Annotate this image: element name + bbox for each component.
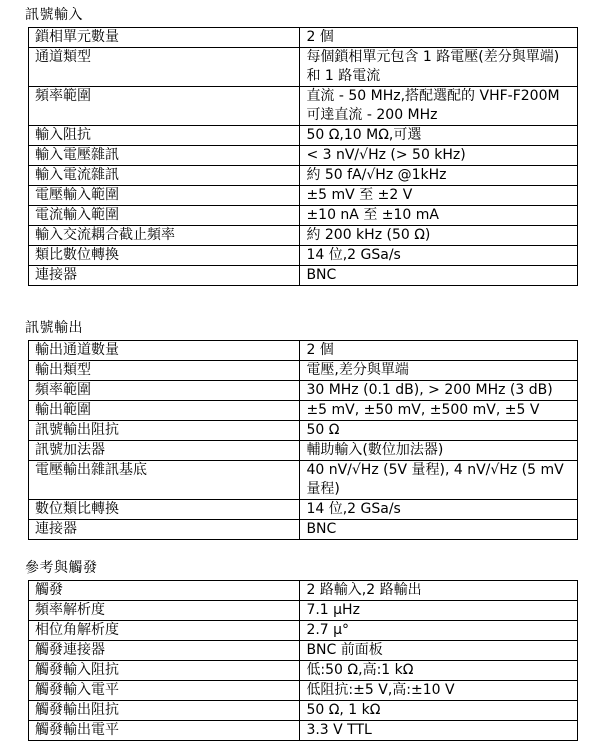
spec-value: BNC xyxy=(300,520,578,540)
table-row xyxy=(29,166,578,186)
spec-value: 2 路輸入,2 路輸出 xyxy=(300,581,578,601)
spec-value: 每個鎖相單元包含 1 路電壓(差分與單端)和 1 路電流 xyxy=(300,48,578,87)
table-row xyxy=(29,701,578,721)
table-row xyxy=(29,126,578,146)
section-signal-input xyxy=(25,8,604,286)
table-row xyxy=(29,421,578,441)
table-row xyxy=(29,266,578,286)
spec-value: 約 200 kHz (50 Ω) xyxy=(300,226,578,246)
table-row xyxy=(29,146,578,166)
spec-label: 輸入電壓雜訊 xyxy=(29,146,300,166)
spec-value: 40 nV/√Hz (5V 量程), 4 nV/√Hz (5 mV 量程) xyxy=(300,461,578,500)
spec-label: 輸出通道數量 xyxy=(29,341,300,361)
spec-value: 14 位,2 GSa/s xyxy=(300,246,578,266)
spec-label: 頻率範圍 xyxy=(29,381,300,401)
spec-table-reference-trigger xyxy=(28,580,578,741)
table-row xyxy=(29,681,578,701)
table-row xyxy=(29,721,578,741)
table-row xyxy=(29,361,578,381)
spec-label: 觸發輸出阻抗 xyxy=(29,701,300,721)
table-row xyxy=(29,520,578,540)
spec-label: 頻率範圍 xyxy=(29,87,300,126)
section-title: 參考與觸發 xyxy=(25,560,98,576)
spec-label: 輸入交流耦合截止頻率 xyxy=(29,226,300,246)
spec-value: 50 Ω xyxy=(300,421,578,441)
table-row xyxy=(29,87,578,126)
spec-value: 低阻抗:±5 V,高:±10 V xyxy=(300,681,578,701)
spec-value: BNC 前面板 xyxy=(300,641,578,661)
section-reference-trigger xyxy=(25,561,604,741)
spec-value: 2 個 xyxy=(300,341,578,361)
spec-value: 電壓,差分與單端 xyxy=(300,361,578,381)
spec-value: 30 MHz (0.1 dB), > 200 MHz (3 dB) xyxy=(300,381,578,401)
spec-label: 觸發 xyxy=(29,581,300,601)
table-row xyxy=(29,246,578,266)
spec-label: 觸發輸入阻抗 xyxy=(29,661,300,681)
spec-label: 電壓輸出雜訊基底 xyxy=(29,461,300,500)
spec-label: 電壓輸入範圍 xyxy=(29,186,300,206)
spec-table-signal-output xyxy=(28,340,578,540)
spec-value: 50 Ω,10 MΩ,可選 xyxy=(300,126,578,146)
spec-value: 2.7 μ° xyxy=(300,621,578,641)
table-row xyxy=(29,581,578,601)
spec-value: 7.1 μHz xyxy=(300,601,578,621)
spec-value: BNC xyxy=(300,266,578,286)
spec-value: 50 Ω, 1 kΩ xyxy=(300,701,578,721)
spec-label: 相位角解析度 xyxy=(29,621,300,641)
spec-label: 頻率解析度 xyxy=(29,601,300,621)
table-row xyxy=(29,661,578,681)
spec-label: 鎖相單元數量 xyxy=(29,28,300,48)
section-signal-output xyxy=(25,321,604,540)
spec-label: 輸入電流雜訊 xyxy=(29,166,300,186)
spec-value: ±5 mV 至 ±2 V xyxy=(300,186,578,206)
table-row xyxy=(29,186,578,206)
spec-label: 電流輸入範圍 xyxy=(29,206,300,226)
spec-table-signal-input xyxy=(28,27,578,286)
spec-value: 約 50 fA/√Hz @1kHz xyxy=(300,166,578,186)
spec-label: 連接器 xyxy=(29,520,300,540)
spec-value: 低:50 Ω,高:1 kΩ xyxy=(300,661,578,681)
spec-label: 觸發輸入電平 xyxy=(29,681,300,701)
spec-label: 訊號輸出阻抗 xyxy=(29,421,300,441)
table-row xyxy=(29,381,578,401)
spec-value: 輔助輸入(數位加法器) xyxy=(300,441,578,461)
spec-label: 通道類型 xyxy=(29,48,300,87)
table-row xyxy=(29,226,578,246)
table-row xyxy=(29,461,578,500)
table-row xyxy=(29,601,578,621)
spec-value: ±10 nA 至 ±10 mA xyxy=(300,206,578,226)
spec-value: < 3 nV/√Hz (> 50 kHz) xyxy=(300,146,578,166)
spec-label: 連接器 xyxy=(29,266,300,286)
table-row xyxy=(29,441,578,461)
spec-label: 訊號加法器 xyxy=(29,441,300,461)
table-row xyxy=(29,500,578,520)
section-title: 訊號輸入 xyxy=(25,7,83,23)
spec-value: 直流 - 50 MHz,搭配選配的 VHF-F200M 可達直流 - 200 MHz xyxy=(300,87,578,126)
table-row xyxy=(29,401,578,421)
spec-label: 觸發連接器 xyxy=(29,641,300,661)
table-row xyxy=(29,341,578,361)
spec-label: 類比數位轉換 xyxy=(29,246,300,266)
spec-label: 觸發輸出電平 xyxy=(29,721,300,741)
spec-value: ±5 mV, ±50 mV, ±500 mV, ±5 V xyxy=(300,401,578,421)
section-title: 訊號輸出 xyxy=(25,320,83,336)
table-row xyxy=(29,621,578,641)
table-row xyxy=(29,48,578,87)
spec-label: 輸出範圍 xyxy=(29,401,300,421)
spec-value: 3.3 V TTL xyxy=(300,721,578,741)
table-row xyxy=(29,28,578,48)
spec-value: 2 個 xyxy=(300,28,578,48)
spec-label: 輸出類型 xyxy=(29,361,300,381)
table-row xyxy=(29,206,578,226)
spec-value: 14 位,2 GSa/s xyxy=(300,500,578,520)
spec-label: 數位類比轉換 xyxy=(29,500,300,520)
table-row xyxy=(29,641,578,661)
spec-label: 輸入阻抗 xyxy=(29,126,300,146)
